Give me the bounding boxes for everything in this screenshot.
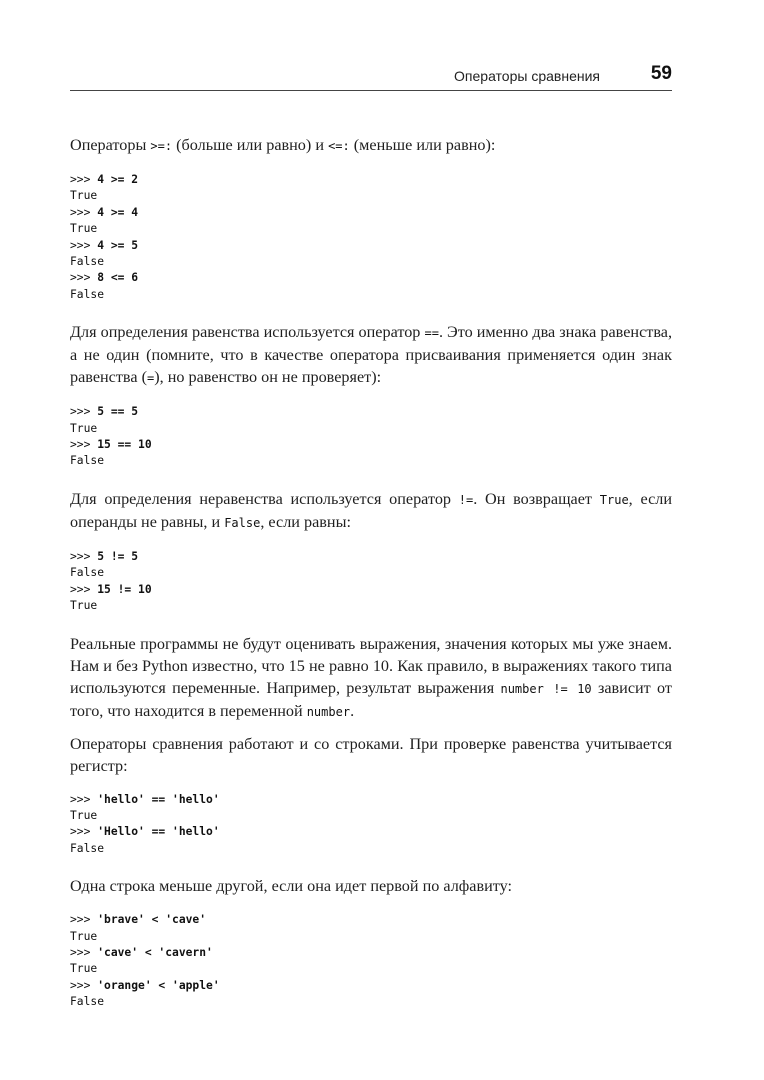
code-line: [70, 238, 672, 254]
inline-code: !=: [458, 492, 474, 507]
code-line: [70, 549, 672, 565]
code-line: [70, 437, 672, 453]
code-expression: 'orange' < 'apple': [97, 978, 220, 992]
code-line: [70, 978, 672, 994]
code-prompt: >>>: [70, 271, 98, 285]
code-output: False: [70, 841, 105, 855]
text: (меньше или равно):: [349, 136, 496, 154]
inline-code: >=:: [150, 139, 173, 153]
code-line: [70, 792, 672, 808]
code-prompt: >>>: [70, 582, 98, 596]
code-line: [70, 421, 672, 437]
code-line: [70, 287, 672, 303]
text: Для определения неравенства используется оператор: [70, 489, 459, 508]
code-prompt: >>>: [70, 549, 98, 563]
code-output: False: [70, 995, 105, 1009]
code-output: True: [70, 929, 98, 943]
inline-code: =: [147, 371, 155, 386]
paragraph-strings: [70, 733, 672, 777]
code-prompt: >>>: [70, 792, 98, 806]
code-line: [70, 453, 672, 469]
code-output: True: [70, 189, 98, 203]
running-header: [70, 62, 672, 91]
code-output: False: [70, 287, 105, 301]
code-line: [70, 929, 672, 945]
code-prompt: >>>: [70, 238, 98, 252]
code-expression: 5 == 5: [97, 405, 139, 419]
text: (больше или равно) и: [172, 136, 329, 154]
code-expression: 8 <= 6: [97, 271, 139, 285]
code-expression: 'hello' == 'hello': [97, 792, 220, 806]
code-line: [70, 172, 672, 188]
code-output: False: [70, 255, 105, 269]
text: .: [350, 701, 355, 720]
code-line: [70, 961, 672, 977]
inline-code: ==: [424, 326, 439, 341]
code-prompt: >>>: [70, 405, 98, 419]
code-line: [70, 598, 672, 614]
code-block-inequality: [70, 549, 672, 615]
code-line: [70, 565, 672, 581]
paragraph-equality: [70, 321, 672, 389]
paragraph-inequality: [70, 488, 672, 534]
code-expression: 4 >= 5: [97, 238, 139, 252]
code-line: [70, 808, 672, 824]
code-expression: 15 != 10: [97, 582, 152, 596]
inline-code: number != 10: [500, 681, 592, 696]
code-prompt: >>>: [70, 945, 98, 959]
code-prompt: >>>: [70, 205, 98, 219]
text: Операторы сравнения работают и со строками. При проверке равенства учитывается регистр:: [70, 734, 672, 775]
code-prompt: >>>: [70, 438, 98, 452]
code-block-equality: [70, 404, 672, 470]
code-output: True: [70, 421, 98, 435]
paragraph-alphabetical: [70, 875, 672, 897]
chapter-section-title: Операторы сравнения: [454, 68, 600, 84]
page-number: 59: [650, 63, 672, 84]
code-expression: 4 >= 2: [97, 173, 139, 186]
text: , если равны:: [260, 512, 351, 531]
text: Операторы: [70, 136, 151, 154]
text: . Это именно два знака равенства, а не один (помните, что в качестве оператора присваивания применяется один знак равенства (: [70, 323, 672, 387]
code-line: [70, 270, 672, 286]
code-block-alphabetical: [70, 912, 672, 1010]
code-expression: 'cave' < 'cavern': [97, 945, 213, 959]
code-line: [70, 994, 672, 1010]
code-expression: 5 != 5: [97, 549, 139, 563]
paragraph-variables: [70, 633, 672, 723]
code-line: [70, 221, 672, 237]
code-output: False: [70, 454, 105, 468]
code-line: [70, 205, 672, 221]
inline-code: True: [599, 492, 629, 507]
code-prompt: >>>: [70, 913, 98, 927]
code-line: [70, 188, 672, 204]
text: Реальные программы не будут оценивать выражения, значения которых мы уже знаем. Нам и без Python известно, что 15 не равно 10. Как правило, в выражениях такого типа используются переменные. Например, результат выражения: [70, 634, 672, 697]
code-output: True: [70, 808, 98, 822]
code-block-ge-le: [70, 172, 672, 303]
code-expression: 'Hello' == 'hello': [97, 825, 220, 839]
code-output: True: [70, 962, 98, 976]
code-line: [70, 945, 672, 961]
code-prompt: >>>: [70, 825, 98, 839]
inline-code: number: [306, 704, 351, 719]
code-expression: 4 >= 4: [97, 205, 139, 219]
code-line: [70, 254, 672, 270]
code-line: [70, 824, 672, 840]
code-expression: 15 == 10: [97, 438, 152, 452]
page-content: [70, 128, 672, 1011]
code-output: True: [70, 222, 98, 236]
code-line: [70, 841, 672, 857]
code-line: [70, 404, 672, 420]
code-line: [70, 582, 672, 598]
text: Для определения равенства используется оператор: [70, 323, 425, 342]
code-output: True: [70, 599, 98, 613]
code-prompt: >>>: [70, 173, 98, 186]
code-prompt: >>>: [70, 978, 98, 992]
text: Одна строка меньше другой, если она идет первой по алфавиту:: [70, 877, 513, 896]
text: , если операнды не равны, и: [70, 489, 672, 531]
code-expression: 'brave' < 'cave': [97, 913, 207, 927]
paragraph-ge-le-intro: [70, 134, 672, 157]
inline-code: False: [224, 515, 261, 530]
text: зависит от того, что находится в переменной: [70, 678, 672, 720]
code-line: [70, 912, 672, 928]
text: ), но равенство он не проверяет):: [154, 368, 382, 387]
text: . Он возвращает: [473, 489, 600, 508]
inline-code: <=:: [328, 139, 350, 153]
code-block-strings: [70, 792, 672, 858]
code-output: False: [70, 566, 105, 580]
